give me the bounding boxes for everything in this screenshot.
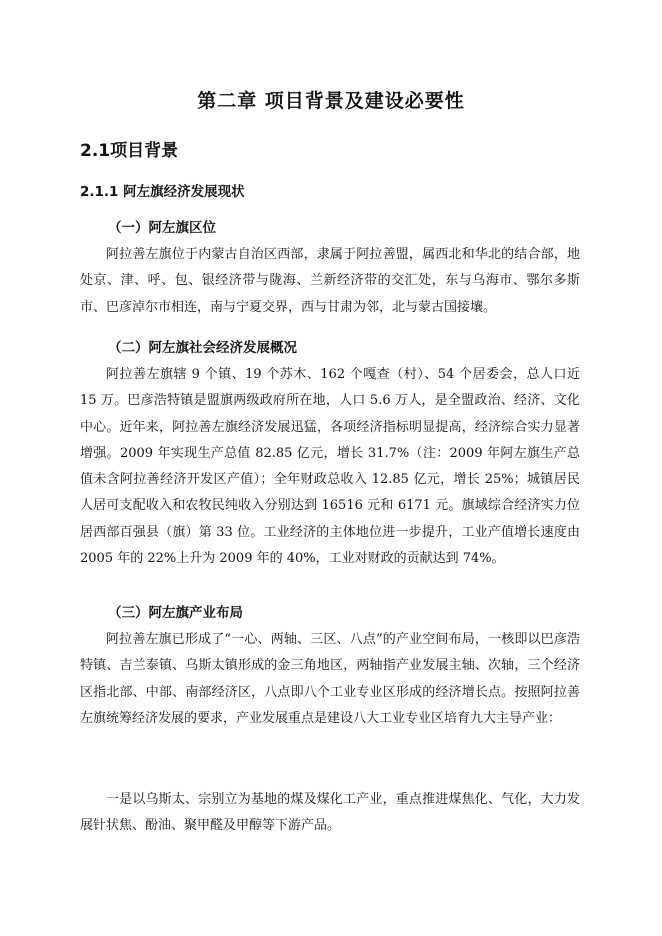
paragraph-location: 阿拉善左旗位于内蒙古自治区西部，隶属于阿拉善盟，属西北和华北的结合部，地处京、津、呼、包、银经济带与陇海、兰新经济带的交汇处，东与乌海市、鄂尔多斯市、巴彦淖尔市相连，南与宁夏交界，西与甘肃为邻，北与蒙古国接壤。 [80, 247, 580, 315]
section-heading [80, 136, 178, 161]
paragraph-economy: 阿拉善左旗辖 9 个镇、19 个苏木、162 个嘎查（村）、54 个居委会，总人口近 15 万。巴彦浩特镇是盟旗两级政府所在地，人口 5.6 万人，是全盟政治、经济、文化中心。近年来，阿拉善左旗经济发展迅猛，各项经济指标明显提高，经济综合实力显著增强。2009 年实现生产总值 82.85 亿元，增长 31.7%（注：2009 年阿左旗生产总值未含阿拉善经济开发区产值）；全年财政总收入 12.85 亿元，增长 25%；城镇居民人居可支配收入和农牧民纯收入分别达到 16516 元和 6171 元。旗域综合经济实力位居西部百强县（旗）第 33 位。工业经济的主体地位进一步提升，工业产值增长速度由 2005 年的 22%上升为 2009 年的 40%，工业对财政的贡献达到 74%。 [80, 367, 580, 567]
part-heading-economy: （二）阿左旗社会经济发展概况 [108, 340, 297, 356]
paragraph-industry-layout: 阿拉善左旗已形成了“一心、两轴、三区、八点”的产业空间布局，一核即以巴彦浩特镇、吉兰泰镇、乌斯太镇形成的金三角地区，两轴指产业发展主轴、次轴，三个经济区指北部、中部、南部经济区，八点即八个工业专业区形成的经济增长点。按照阿拉善左旗统筹经济发展的要求，产业发展重点是建设八大工业专业区培育九大主导产业： [80, 632, 580, 726]
part-heading-location: （一）阿左旗区位 [108, 220, 216, 236]
paragraph-coal-chemical: 一是以乌斯太、宗别立为基地的煤及煤化工产业，重点推进煤焦化、气化，大力发展针状焦、酚油、聚甲醛及甲醇等下游产品。 [80, 792, 580, 834]
section-title: 项目背景 [110, 141, 179, 161]
subsection-heading: 2.1.1 阿左旗经济发展现状 [80, 184, 245, 200]
section-number: 2.1 [80, 141, 111, 161]
part-heading-industry-layout: （三）阿左旗产业布局 [108, 605, 243, 621]
chapter-title: 第二章 项目背景及建设必要性 [197, 90, 465, 112]
